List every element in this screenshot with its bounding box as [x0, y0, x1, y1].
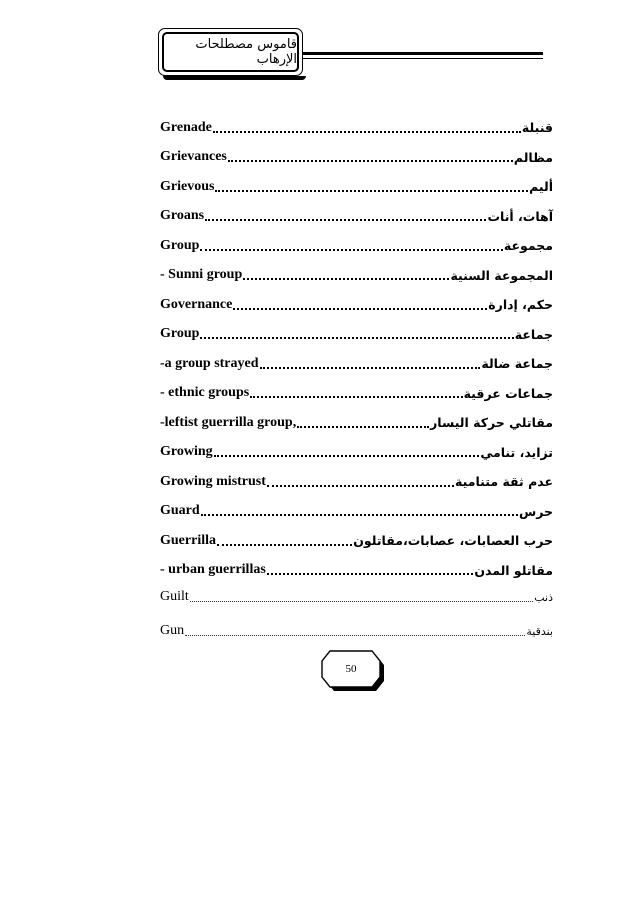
leader-dots [213, 131, 521, 133]
entry-translation: المجموعة السنية [450, 267, 553, 283]
leader-dots [228, 160, 513, 162]
leader-dots [205, 219, 486, 221]
glossary-entry [160, 467, 553, 497]
entry-translation: جماعات عرقية [463, 385, 553, 401]
leader-dots [201, 514, 518, 516]
entry-term: Guerrilla [160, 532, 216, 548]
entry-term: -a group strayed [160, 355, 259, 371]
glossary-entry [160, 619, 553, 643]
entry-term: Groans [160, 208, 205, 224]
entry-translation: أليم [529, 179, 553, 195]
glossary-entry [160, 408, 553, 438]
entry-term: Governance [160, 296, 233, 312]
leader-dots [190, 601, 533, 602]
glossary-entry [160, 526, 553, 556]
entry-translation: مقاتلو المدن [474, 562, 553, 578]
glossary-entry [160, 261, 553, 291]
leader-dots [250, 396, 462, 398]
entry-term: Gun [160, 623, 185, 638]
entry-translation: حكم، إدارة [488, 297, 553, 313]
entry-term: Group [160, 237, 200, 253]
entry-translation: عدم ثقة متنامية [455, 474, 553, 490]
leader-dots [260, 367, 481, 369]
entry-translation: بندقية [526, 624, 553, 638]
glossary-entry [160, 497, 553, 527]
leader-dots [243, 278, 449, 280]
entry-term: Guilt [160, 589, 189, 604]
leader-dots [200, 337, 513, 339]
entry-term: Growing [160, 444, 213, 460]
page-title: قاموس مصطلحات الإرهاب [162, 32, 299, 72]
leader-dots [217, 544, 352, 546]
entry-translation: جماعة [514, 326, 553, 342]
entry-translation: ذنب [534, 590, 553, 604]
entry-translation: مظالم [513, 149, 553, 165]
leader-dots [233, 308, 487, 310]
leader-dots [185, 635, 525, 636]
entry-term: Grievances [160, 149, 227, 165]
entry-term: Grenade [160, 119, 212, 135]
entry-term: Grievous [160, 178, 215, 194]
glossary-entry [160, 113, 553, 143]
leader-dots [200, 249, 502, 251]
entry-term: -leftist guerrilla group, [160, 414, 297, 430]
entry-term: Growing mistrust [160, 473, 266, 489]
glossary-entry [160, 556, 553, 586]
entry-term: Group [160, 326, 200, 342]
leader-dots [214, 455, 480, 457]
leader-dots [267, 573, 474, 575]
entry-translation: مجموعة [503, 238, 553, 254]
entry-translation: حرب العصابات، عصابات،مقاتلون [353, 533, 553, 549]
leader-dots [215, 190, 528, 192]
entry-translation: جماعة ضالة [481, 356, 553, 372]
glossary-list [160, 113, 553, 643]
entry-term: - Sunni group [160, 267, 243, 283]
glossary-entry [160, 143, 553, 173]
entry-translation: آهات، أنات [487, 208, 553, 224]
entry-term: - urban guerrillas [160, 562, 266, 578]
entry-translation: مقاتلي حركة اليسار [430, 415, 553, 431]
entry-term: - ethnic groups [160, 385, 250, 401]
glossary-entry [160, 438, 553, 468]
entry-translation: تزايد، تنامي [480, 444, 553, 460]
glossary-entry [160, 172, 553, 202]
page-number: 50 [345, 663, 357, 675]
glossary-entry [160, 349, 553, 379]
page-number-badge [318, 650, 386, 696]
entry-translation: حرس [518, 503, 553, 519]
glossary-entry [160, 202, 553, 232]
glossary-entry [160, 290, 553, 320]
title-frame [158, 28, 303, 76]
glossary-entry [160, 320, 553, 350]
leader-dots [297, 426, 429, 428]
glossary-entry [160, 379, 553, 409]
leader-dots [267, 485, 454, 487]
entry-translation: قنبلة [521, 120, 553, 136]
glossary-entry [160, 231, 553, 261]
glossary-entry [160, 585, 553, 609]
entry-term: Guard [160, 503, 200, 519]
